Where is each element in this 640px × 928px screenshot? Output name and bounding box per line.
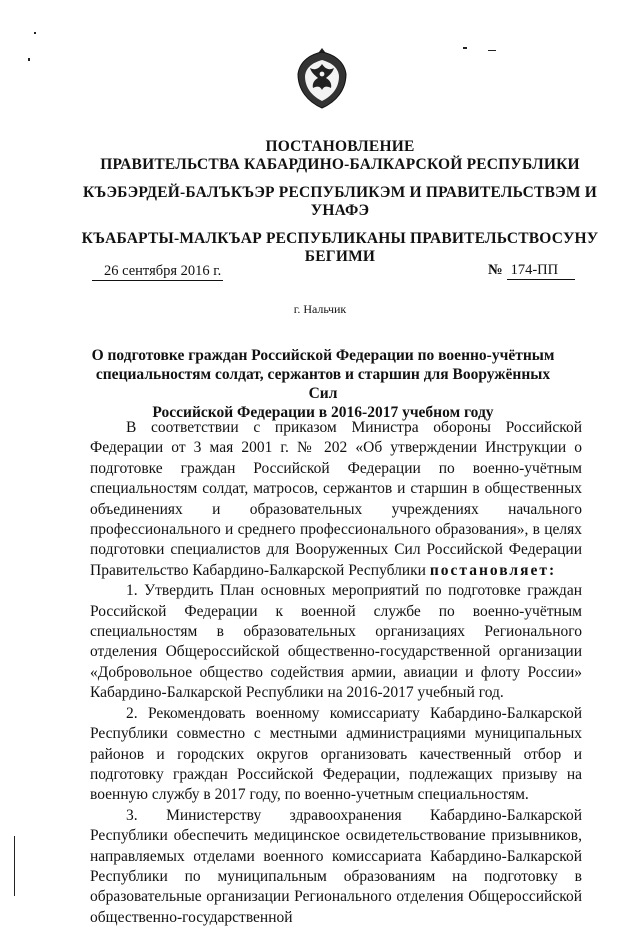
decree-word: постановляет: <box>429 561 557 579</box>
document-type-title: ПОСТАНОВЛЕНИЕ <box>265 138 415 155</box>
document-body <box>90 418 582 928</box>
number-value: 174-ПП <box>507 262 575 280</box>
preamble-paragraph <box>90 418 582 581</box>
item-3-paragraph: 3. Министерству здравоохранения Кабардино-Балкарской Республики обеспечить медицинское освидетельствование призывников, направляемых отделами военного комиссариата Кабардино-Балкарской Республики по муниципальным образованиям на подготовку в образовательные организации Регионального отделения Общероссийской общественно-государственной <box>90 806 582 926</box>
issue-city: г. Нальчик <box>293 302 347 316</box>
issuer-kabardian-line2: УНАФЭ <box>310 202 370 219</box>
item-2-paragraph: 2. Рекомендовать военному комиссариату Кабардино-Балкарской Республики совместно с местными администрациями муниципальных районов и городских округов организовать качественный отбор и подготовку граждан Российской Федерации, подлежащих призыву на военную службу в 2017 году, по военно-учетным специальностям. <box>90 704 582 804</box>
issuer-russian: ПРАВИТЕЛЬСТВА КАБАРДИНО-БАЛКАРСКОЙ РЕСПУБЛИКИ <box>100 156 580 173</box>
document-subject <box>90 346 556 422</box>
number-sign: № <box>488 262 503 278</box>
issuer-balkar-line2: БЕГИМИ <box>304 248 376 265</box>
subject-line3: Российской Федерации в 2016-2017 учебном году <box>152 404 494 421</box>
preamble-text: В соответствии с приказом Министра обороны Российской Федерации от 3 мая 2001 г. № 202 «Об утверждении Инструкции о подготовке граждан Российской Федерации по военно-учётным специальностям солдат, матросов, сержантов и старшин в общественных объединениях и образовательных учреждениях начального профессионального и среднего профессионального образования», в целях подготовки специалистов для Вооруженных Сил Российской Федерации Правительство Кабардино-Балкарской Республики <box>90 419 582 579</box>
scan-speck <box>34 32 36 34</box>
subject-line1: О подготовке граждан Российской Федерации по военно-учётным <box>91 347 555 364</box>
issuer-balkar-line1: КЪАБАРТЫ-МАЛКЪАР РЕСПУБЛИКАНЫ ПРАВИТЕЛЬСТВОСУНУ <box>81 230 599 247</box>
scan-edge-line <box>14 836 15 896</box>
scan-speck <box>28 58 30 61</box>
scan-speck <box>488 50 496 51</box>
document-number <box>488 262 575 280</box>
item-1-paragraph: 1. Утвердить План основных мероприятий по подготовке граждан Российской Федерации к военной службе по военно-учётным специальностям в образовательных организациях Регионального отделения Общероссийской общественно-государственной организации «Добровольное общество содействия армии, авиации и флоту России» Кабардино-Балкарской Республики на 2016-2017 учебный год. <box>90 582 582 702</box>
document-date: 26 сентября 2016 г. <box>92 263 223 281</box>
subject-line2: специальностям солдат, сержантов и старшин для Вооружённых Сил <box>95 366 551 402</box>
issuer-kabardian-line1: КЪЭБЭРДЕЙ-БАЛЪКЪЭР РЕСПУБЛИКЭМ И ПРАВИТЕЛЬСТВЭМ И <box>82 184 598 201</box>
scan-speck <box>463 47 467 49</box>
coat-of-arms-emblem <box>296 46 348 110</box>
